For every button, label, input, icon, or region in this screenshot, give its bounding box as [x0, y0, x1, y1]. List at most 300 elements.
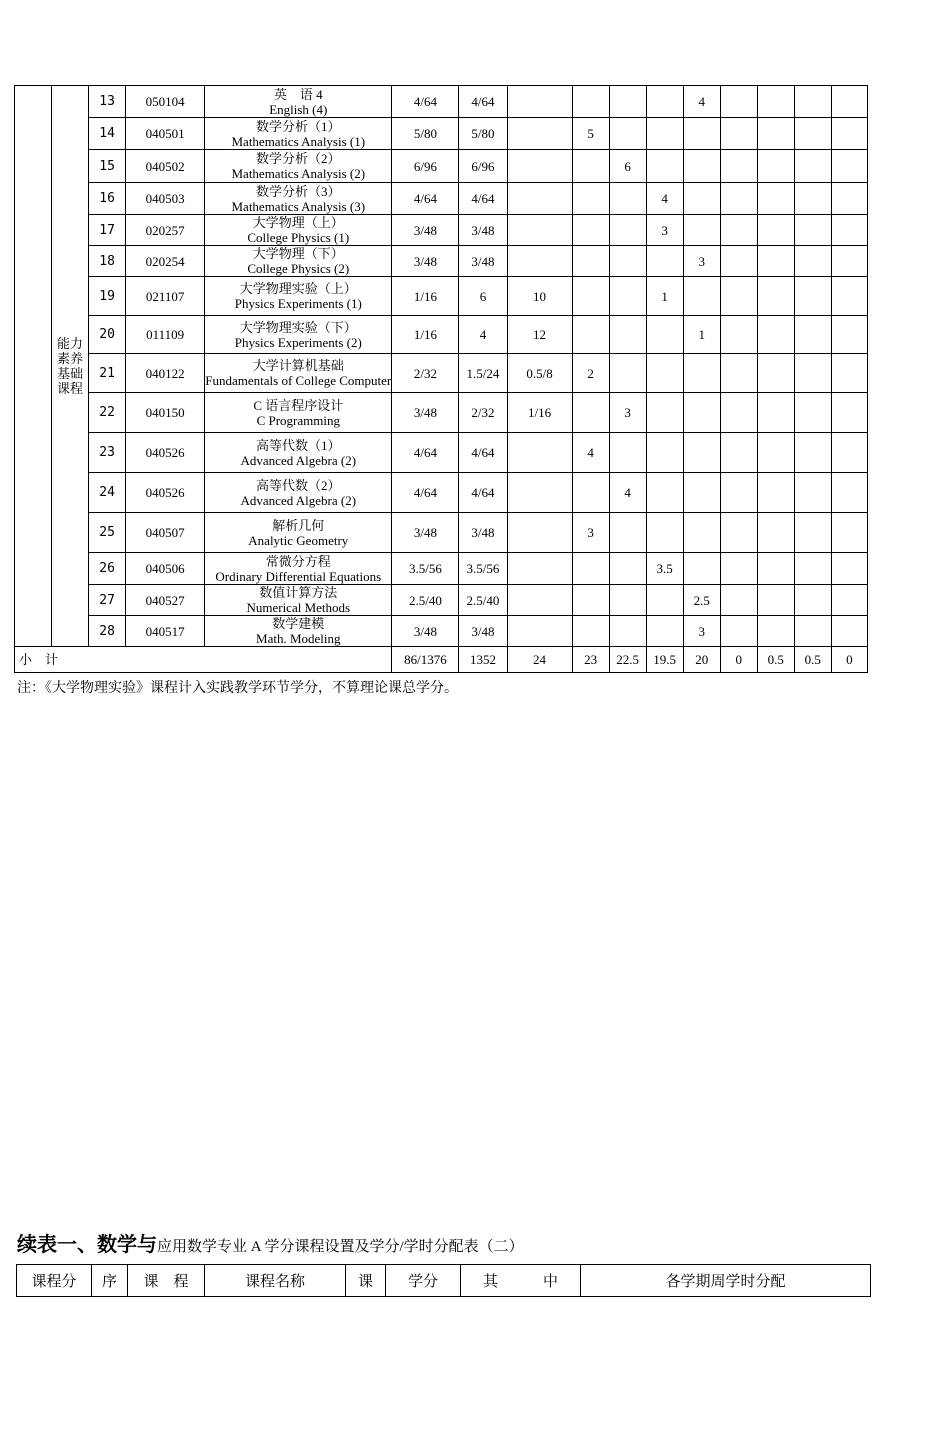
- subtotal-semester-7: 0.5: [794, 647, 831, 673]
- seq-cell: 27: [89, 585, 126, 616]
- semester-3-cell: [646, 246, 683, 277]
- theory-hours-cell: 5/80: [459, 118, 507, 150]
- category-cell: [15, 86, 52, 647]
- semester-7-cell: [794, 393, 831, 433]
- semester-4-cell: [683, 354, 720, 393]
- semester-8-cell: [831, 118, 867, 150]
- semester-7-cell: [794, 150, 831, 183]
- semester-1-cell: 2: [572, 354, 609, 393]
- course-name-cn: 大学物理实验（下）: [239, 319, 357, 335]
- semester-3-cell: [646, 473, 683, 513]
- semester-4-cell: [683, 433, 720, 473]
- seq-cell: 24: [89, 473, 126, 513]
- seq-cell: 21: [89, 354, 126, 393]
- course-name-cn: 大学物理实验（上）: [239, 281, 357, 296]
- course-name-cell: [205, 433, 392, 473]
- course-name-cell: [205, 150, 392, 183]
- semester-8-cell: [831, 316, 867, 354]
- semester-1-cell: [572, 585, 609, 616]
- theory-hours-cell: 1.5/24: [459, 354, 507, 393]
- subtotal-semester-1: 23: [572, 647, 609, 673]
- course-name-cell: [205, 215, 392, 246]
- semester-7-cell: [794, 246, 831, 277]
- semester-4-cell: [683, 118, 720, 150]
- course-code-cell: 040502: [126, 150, 205, 183]
- semester-1-cell: [572, 183, 609, 215]
- semester-6-cell: [757, 616, 794, 647]
- table-row: [15, 183, 868, 215]
- practice-hours-cell: [507, 616, 572, 647]
- credits-cell: 3/48: [392, 513, 459, 553]
- semester-6-cell: [757, 316, 794, 354]
- semester-6-cell: [757, 246, 794, 277]
- table-row: [15, 393, 868, 433]
- course-name-cn: 大学计算机基础: [252, 358, 344, 373]
- semester-6-cell: [757, 354, 794, 393]
- course-name-en: Analytic Geometry: [248, 532, 349, 548]
- semester-1-cell: [572, 553, 609, 585]
- semester-7-cell: [794, 86, 831, 118]
- semester-8-cell: [831, 393, 867, 433]
- theory-hours-cell: 6/96: [459, 150, 507, 183]
- semester-6-cell: [757, 553, 794, 585]
- subtotal-semester-4: 20: [683, 647, 720, 673]
- credits-cell: 6/96: [392, 150, 459, 183]
- semester-7-cell: [794, 513, 831, 553]
- semester-5-cell: [720, 246, 757, 277]
- course-name-cn: 数值计算方法: [259, 585, 338, 600]
- semester-2-cell: 4: [609, 473, 646, 513]
- course-name-cell: [205, 183, 392, 215]
- semester-4-cell: [683, 553, 720, 585]
- subtotal-semester-6: 0.5: [757, 647, 794, 673]
- semester-1-cell: 4: [572, 433, 609, 473]
- semester-7-cell: [794, 433, 831, 473]
- seq-cell: 16: [89, 183, 126, 215]
- course-name-en: Mathematics Analysis (2): [231, 166, 366, 181]
- course-name-en: Advanced Algebra (2): [240, 452, 357, 468]
- semester-5-cell: [720, 277, 757, 316]
- course-rows: [15, 86, 868, 673]
- course-name-en: College Physics (1): [247, 230, 350, 245]
- semester-8-cell: [831, 86, 867, 118]
- header-among: 其 中: [461, 1265, 581, 1297]
- semester-4-cell: 1: [683, 316, 720, 354]
- credits-cell: 5/80: [392, 118, 459, 150]
- semester-3-cell: [646, 316, 683, 354]
- semester-5-cell: [720, 616, 757, 647]
- semester-8-cell: [831, 183, 867, 215]
- semester-7-cell: [794, 473, 831, 513]
- subtotal-semester-3: 19.5: [646, 647, 683, 673]
- seq-cell: 28: [89, 616, 126, 647]
- semester-2-cell: [609, 183, 646, 215]
- table-row: [15, 86, 868, 118]
- semester-8-cell: [831, 277, 867, 316]
- course-code-cell: 050104: [126, 86, 205, 118]
- theory-hours-cell: 2/32: [459, 393, 507, 433]
- theory-hours-cell: 4/64: [459, 473, 507, 513]
- semester-1-cell: 3: [572, 513, 609, 553]
- semester-4-cell: [683, 277, 720, 316]
- course-code-cell: 040507: [126, 513, 205, 553]
- semester-8-cell: [831, 513, 867, 553]
- semester-8-cell: [831, 473, 867, 513]
- semester-8-cell: [831, 150, 867, 183]
- practice-hours-cell: 1/16: [507, 393, 572, 433]
- theory-hours-cell: 3/48: [459, 616, 507, 647]
- course-name-en: Ordinary Differential Equations: [215, 568, 382, 584]
- header-semester-hours: 各学期周学时分配: [581, 1265, 871, 1297]
- course-credit-table: [14, 85, 868, 673]
- practice-hours-cell: [507, 183, 572, 215]
- semester-6-cell: [757, 183, 794, 215]
- semester-7-cell: [794, 616, 831, 647]
- theory-hours-cell: 6: [459, 277, 507, 316]
- table-row: [15, 433, 868, 473]
- course-code-cell: 021107: [126, 277, 205, 316]
- course-name-cell: [205, 316, 392, 354]
- semester-5-cell: [720, 86, 757, 118]
- semester-2-cell: [609, 433, 646, 473]
- semester-5-cell: [720, 183, 757, 215]
- semester-6-cell: [757, 150, 794, 183]
- semester-3-cell: [646, 433, 683, 473]
- header-course-name: 课程名称: [205, 1265, 346, 1297]
- practice-hours-cell: [507, 585, 572, 616]
- semester-7-cell: [794, 585, 831, 616]
- semester-5-cell: [720, 585, 757, 616]
- credits-cell: 1/16: [392, 277, 459, 316]
- semester-4-cell: [683, 215, 720, 246]
- subtotal-row: [15, 647, 868, 673]
- course-name-cn: 数学分析（3）: [256, 183, 341, 199]
- semester-4-cell: [683, 393, 720, 433]
- semester-1-cell: [572, 473, 609, 513]
- table2-header: [16, 1264, 871, 1297]
- credits-cell: 3/48: [392, 215, 459, 246]
- semester-8-cell: [831, 616, 867, 647]
- header-course-code: 课 程: [128, 1265, 205, 1297]
- course-name-en: Math. Modeling: [256, 631, 341, 646]
- course-code-cell: 040526: [126, 473, 205, 513]
- course-code-cell: 011109: [126, 316, 205, 354]
- table2-title-bold: 续表一、数学与: [17, 1232, 157, 1256]
- subtotal-theory: 1352: [459, 647, 507, 673]
- seq-cell: 22: [89, 393, 126, 433]
- course-name-en: Advanced Algebra (2): [240, 492, 357, 508]
- semester-5-cell: [720, 215, 757, 246]
- semester-3-cell: [646, 513, 683, 553]
- semester-5-cell: [720, 513, 757, 553]
- course-name-cn: 高等代数（2）: [256, 477, 341, 493]
- semester-2-cell: [609, 553, 646, 585]
- theory-hours-cell: 3/48: [459, 513, 507, 553]
- seq-cell: 19: [89, 277, 126, 316]
- semester-6-cell: [757, 433, 794, 473]
- credits-cell: 3/48: [392, 246, 459, 277]
- seq-cell: 26: [89, 553, 126, 585]
- semester-3-cell: [646, 86, 683, 118]
- semester-6-cell: [757, 473, 794, 513]
- semester-7-cell: [794, 316, 831, 354]
- credits-cell: 3.5/56: [392, 553, 459, 585]
- course-name-en: C Programming: [256, 412, 340, 428]
- credits-cell: 2.5/40: [392, 585, 459, 616]
- semester-2-cell: [609, 277, 646, 316]
- subtotal-practice: 24: [507, 647, 572, 673]
- header-seq: 序: [92, 1265, 128, 1297]
- credits-cell: 4/64: [392, 473, 459, 513]
- semester-3-cell: [646, 118, 683, 150]
- seq-cell: 14: [89, 118, 126, 150]
- table-row: [15, 118, 868, 150]
- course-name-cell: [205, 86, 392, 118]
- semester-2-cell: [609, 118, 646, 150]
- course-name-cell: [205, 354, 392, 393]
- semester-5-cell: [720, 393, 757, 433]
- semester-8-cell: [831, 433, 867, 473]
- semester-5-cell: [720, 473, 757, 513]
- theory-hours-cell: 4/64: [459, 433, 507, 473]
- semester-4-cell: [683, 150, 720, 183]
- course-name-en: Physics Experiments (1): [234, 296, 362, 311]
- practice-hours-cell: [507, 473, 572, 513]
- theory-hours-cell: 2.5/40: [459, 585, 507, 616]
- semester-5-cell: [720, 118, 757, 150]
- table-row: [15, 277, 868, 316]
- course-name-en: College Physics (2): [247, 261, 350, 276]
- semester-8-cell: [831, 215, 867, 246]
- course-code-cell: 040150: [126, 393, 205, 433]
- course-code-cell: 040503: [126, 183, 205, 215]
- semester-4-cell: [683, 513, 720, 553]
- credits-cell: 1/16: [392, 316, 459, 354]
- semester-2-cell: [609, 86, 646, 118]
- semester-2-cell: 3: [609, 393, 646, 433]
- table2-header-row: [17, 1265, 871, 1297]
- semester-5-cell: [720, 316, 757, 354]
- semester-6-cell: [757, 585, 794, 616]
- subtotal-semester-2: 22.5: [609, 647, 646, 673]
- course-code-cell: 040506: [126, 553, 205, 585]
- course-name-cn: 大学物理（下）: [252, 246, 344, 261]
- course-name-cn: 数学建模: [272, 616, 325, 631]
- header-credits: 学分: [386, 1265, 461, 1297]
- course-code-cell: 020254: [126, 246, 205, 277]
- practice-hours-cell: [507, 118, 572, 150]
- semester-3-cell: 3.5: [646, 553, 683, 585]
- table-row: [15, 473, 868, 513]
- theory-hours-cell: 3/48: [459, 246, 507, 277]
- semester-4-cell: 3: [683, 246, 720, 277]
- semester-3-cell: 4: [646, 183, 683, 215]
- table-row: [15, 616, 868, 647]
- table-row: [15, 354, 868, 393]
- theory-hours-cell: 4/64: [459, 86, 507, 118]
- subtotal-label: 小 计: [15, 647, 392, 673]
- practice-hours-cell: 0.5/8: [507, 354, 572, 393]
- seq-cell: 17: [89, 215, 126, 246]
- table-row: [15, 246, 868, 277]
- credits-cell: 3/48: [392, 393, 459, 433]
- course-name-cell: [205, 393, 392, 433]
- semester-7-cell: [794, 553, 831, 585]
- semester-1-cell: [572, 215, 609, 246]
- course-name-cell: [205, 246, 392, 277]
- table-row: [15, 513, 868, 553]
- semester-4-cell: 2.5: [683, 585, 720, 616]
- table2-title: [17, 1228, 524, 1257]
- semester-8-cell: [831, 585, 867, 616]
- semester-2-cell: [609, 513, 646, 553]
- course-name-cell: [205, 553, 392, 585]
- seq-cell: 25: [89, 513, 126, 553]
- semester-7-cell: [794, 354, 831, 393]
- course-name-cell: [205, 118, 392, 150]
- semester-7-cell: [794, 118, 831, 150]
- credits-cell: 4/64: [392, 433, 459, 473]
- course-name-en: Fundamentals of College Computer: [205, 373, 392, 388]
- semester-5-cell: [720, 354, 757, 393]
- practice-hours-cell: [507, 86, 572, 118]
- course-name-cn: 常微分方程: [265, 553, 331, 569]
- theory-hours-cell: 3/48: [459, 215, 507, 246]
- semester-1-cell: [572, 246, 609, 277]
- semester-2-cell: [609, 215, 646, 246]
- semester-6-cell: [757, 277, 794, 316]
- course-name-cell: [205, 277, 392, 316]
- semester-3-cell: 3: [646, 215, 683, 246]
- semester-7-cell: [794, 277, 831, 316]
- course-name-cn: 大学物理（上）: [252, 215, 344, 230]
- practice-hours-cell: [507, 553, 572, 585]
- semester-4-cell: [683, 183, 720, 215]
- semester-1-cell: [572, 86, 609, 118]
- practice-hours-cell: 10: [507, 277, 572, 316]
- table-row: [15, 316, 868, 354]
- credits-cell: 2/32: [392, 354, 459, 393]
- semester-2-cell: [609, 246, 646, 277]
- seq-cell: 20: [89, 316, 126, 354]
- table2-title-rest: 应用数学专业 A 学分课程设置及学分/学时分配表（二）: [157, 1239, 524, 1255]
- semester-2-cell: [609, 616, 646, 647]
- theory-hours-cell: 4/64: [459, 183, 507, 215]
- course-name-en: Mathematics Analysis (1): [231, 133, 366, 149]
- subtotal-semester-8: 0: [831, 647, 867, 673]
- semester-8-cell: [831, 354, 867, 393]
- course-code-cell: 040501: [126, 118, 205, 150]
- semester-8-cell: [831, 246, 867, 277]
- header-course-category: 课程分: [17, 1265, 92, 1297]
- semester-5-cell: [720, 150, 757, 183]
- credits-cell: 4/64: [392, 183, 459, 215]
- semester-1-cell: [572, 616, 609, 647]
- course-name-en: Numerical Methods: [246, 600, 351, 615]
- semester-1-cell: [572, 277, 609, 316]
- course-code-cell: 040526: [126, 433, 205, 473]
- course-name-cell: [205, 616, 392, 647]
- practice-hours-cell: [507, 433, 572, 473]
- semester-7-cell: [794, 215, 831, 246]
- semester-6-cell: [757, 118, 794, 150]
- table-row: [15, 150, 868, 183]
- practice-hours-cell: 12: [507, 316, 572, 354]
- semester-3-cell: [646, 585, 683, 616]
- semester-2-cell: 6: [609, 150, 646, 183]
- semester-2-cell: [609, 354, 646, 393]
- semester-3-cell: [646, 616, 683, 647]
- table-row: [15, 585, 868, 616]
- semester-3-cell: [646, 354, 683, 393]
- semester-2-cell: [609, 316, 646, 354]
- subtotal-credits: 86/1376: [392, 647, 459, 673]
- course-code-cell: 040517: [126, 616, 205, 647]
- semester-4-cell: [683, 473, 720, 513]
- semester-1-cell: [572, 316, 609, 354]
- course-name-en: Mathematics Analysis (3): [231, 198, 366, 214]
- table-row: [15, 553, 868, 585]
- semester-6-cell: [757, 86, 794, 118]
- course-name-cn: 解析几何: [272, 517, 325, 533]
- semester-5-cell: [720, 553, 757, 585]
- semester-4-cell: 3: [683, 616, 720, 647]
- practice-hours-cell: [507, 246, 572, 277]
- semester-6-cell: [757, 393, 794, 433]
- semester-3-cell: 1: [646, 277, 683, 316]
- theory-hours-cell: 3.5/56: [459, 553, 507, 585]
- table-row: [15, 215, 868, 246]
- course-name-cn: 英 语 4: [273, 86, 323, 102]
- semester-6-cell: [757, 215, 794, 246]
- semester-3-cell: [646, 393, 683, 433]
- subcategory-label: 能力素养基础课程: [52, 86, 89, 647]
- practice-hours-cell: [507, 513, 572, 553]
- seq-cell: 13: [89, 86, 126, 118]
- semester-1-cell: 5: [572, 118, 609, 150]
- course-code-cell: 040122: [126, 354, 205, 393]
- course-name-cn: C 语言程序设计: [253, 397, 344, 413]
- semester-2-cell: [609, 585, 646, 616]
- credits-cell: 3/48: [392, 616, 459, 647]
- course-name-cell: [205, 473, 392, 513]
- credits-cell: 4/64: [392, 86, 459, 118]
- practice-hours-cell: [507, 150, 572, 183]
- course-name-en: English (4): [269, 101, 328, 117]
- course-name-cn: 数学分析（1）: [256, 118, 341, 134]
- course-code-cell: 040527: [126, 585, 205, 616]
- semester-1-cell: [572, 393, 609, 433]
- seq-cell: 15: [89, 150, 126, 183]
- practice-hours-cell: [507, 215, 572, 246]
- semester-7-cell: [794, 183, 831, 215]
- semester-4-cell: 4: [683, 86, 720, 118]
- footnote: 注：《大学物理实验》课程计入实践教学环节学分，不算理论课总学分。: [17, 681, 458, 696]
- seq-cell: 18: [89, 246, 126, 277]
- subtotal-semester-5: 0: [720, 647, 757, 673]
- course-name-cn: 数学分析（2）: [256, 151, 341, 166]
- semester-3-cell: [646, 150, 683, 183]
- header-course-type: 课: [346, 1265, 386, 1297]
- semester-1-cell: [572, 150, 609, 183]
- seq-cell: 23: [89, 433, 126, 473]
- semester-5-cell: [720, 433, 757, 473]
- course-name-en: Physics Experiments (2): [234, 334, 362, 350]
- course-name-cell: [205, 585, 392, 616]
- course-name-cell: [205, 513, 392, 553]
- course-code-cell: 020257: [126, 215, 205, 246]
- course-name-cn: 高等代数（1）: [256, 437, 341, 453]
